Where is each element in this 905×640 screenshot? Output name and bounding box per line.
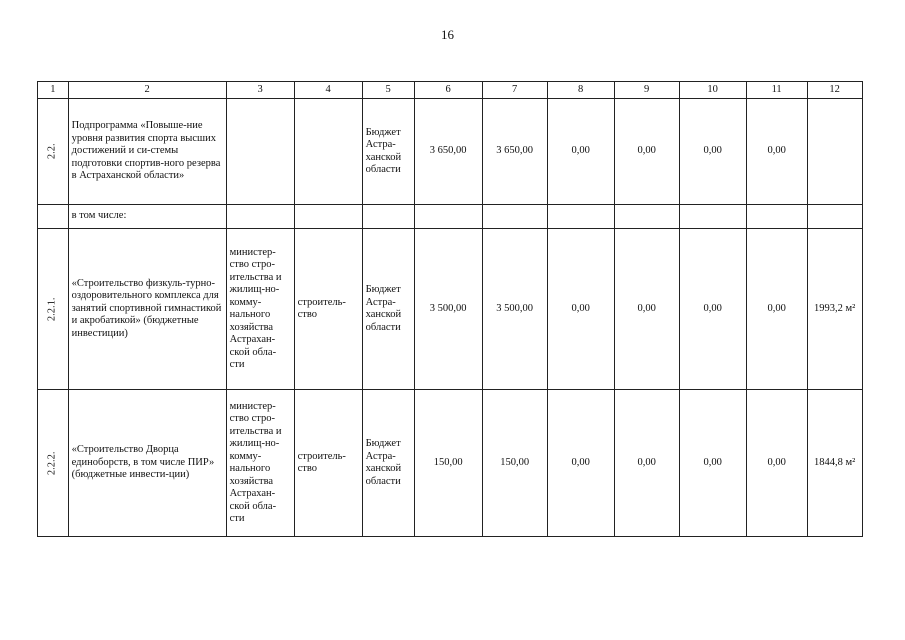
row-year-1	[482, 205, 547, 229]
column-header: 7	[482, 82, 547, 99]
row-year-4	[679, 205, 746, 229]
column-header: 8	[547, 82, 614, 99]
row-code: 2.2.1.	[46, 297, 58, 321]
row-code-cell	[38, 205, 69, 229]
row-result: 1993,2 м²	[807, 229, 862, 390]
column-header: 6	[414, 82, 482, 99]
column-header: 10	[679, 82, 746, 99]
row-name: Подпрограмма «Повыше-ние уровня развития спорта высших достижений и си-стемы подготовки спортив-ного резерва в Астраханской области»	[68, 99, 226, 205]
row-executor: министер-ство стро-ительства и жилищ-но-комму-нального хозяйства Астрахан-ской обла-сти	[226, 229, 294, 390]
row-total	[414, 205, 482, 229]
table-row	[38, 205, 863, 229]
row-year-2: 0,00	[547, 99, 614, 205]
row-code-cell	[38, 99, 69, 205]
row-name: «Строительство физкуль-турно-оздоровительного комплекса для занятий спортивной гимнастикой и акробатикой» (бюджетные инвестиции)	[68, 229, 226, 390]
row-year-5: 0,00	[746, 229, 807, 390]
column-header: 2	[68, 82, 226, 99]
row-executor: министер-ство стро-ительства и жилищ-но-комму-нального хозяйства Астрахан-ской обла-сти	[226, 390, 294, 537]
row-source: Бюджет Астра-ханской области	[362, 99, 414, 205]
row-year-4: 0,00	[679, 390, 746, 537]
row-code: 2.2.	[46, 143, 58, 160]
row-year-2: 0,00	[547, 390, 614, 537]
row-year-1: 150,00	[482, 390, 547, 537]
row-year-4: 0,00	[679, 99, 746, 205]
row-code-cell	[38, 390, 69, 537]
column-header: 12	[807, 82, 862, 99]
page-number: 16	[441, 27, 454, 42]
column-header: 3	[226, 82, 294, 99]
row-result: 1844,8 м²	[807, 390, 862, 537]
row-source: Бюджет Астра-ханской области	[362, 390, 414, 537]
row-source	[362, 205, 414, 229]
row-type: строитель-ство	[294, 229, 362, 390]
row-executor	[226, 205, 294, 229]
row-year-4: 0,00	[679, 229, 746, 390]
column-header: 5	[362, 82, 414, 99]
row-name: в том числе:	[68, 205, 226, 229]
row-source: Бюджет Астра-ханской области	[362, 229, 414, 390]
row-total: 3 500,00	[414, 229, 482, 390]
row-year-3: 0,00	[614, 390, 679, 537]
header-row	[38, 82, 863, 99]
row-year-1: 3 650,00	[482, 99, 547, 205]
column-header: 4	[294, 82, 362, 99]
column-header: 1	[38, 82, 69, 99]
row-year-3	[614, 205, 679, 229]
row-result	[807, 205, 862, 229]
row-year-3: 0,00	[614, 99, 679, 205]
row-year-2	[547, 205, 614, 229]
row-type: строитель-ство	[294, 390, 362, 537]
row-total: 3 650,00	[414, 99, 482, 205]
table-row	[38, 229, 863, 390]
row-type	[294, 99, 362, 205]
row-executor	[226, 99, 294, 205]
row-code: 2.2.2.	[46, 451, 58, 475]
row-year-1: 3 500,00	[482, 229, 547, 390]
program-table	[37, 81, 863, 537]
table-row	[38, 390, 863, 537]
row-type	[294, 205, 362, 229]
row-year-2: 0,00	[547, 229, 614, 390]
row-year-3: 0,00	[614, 229, 679, 390]
column-header: 11	[746, 82, 807, 99]
row-code-cell	[38, 229, 69, 390]
row-name: «Строительство Дворца единоборств, в том числе ПИР» (бюджетные инвести-ции)	[68, 390, 226, 537]
row-year-5	[746, 205, 807, 229]
row-year-5: 0,00	[746, 99, 807, 205]
row-total: 150,00	[414, 390, 482, 537]
table-row	[38, 99, 863, 205]
row-year-5: 0,00	[746, 390, 807, 537]
row-result	[807, 99, 862, 205]
column-header: 9	[614, 82, 679, 99]
